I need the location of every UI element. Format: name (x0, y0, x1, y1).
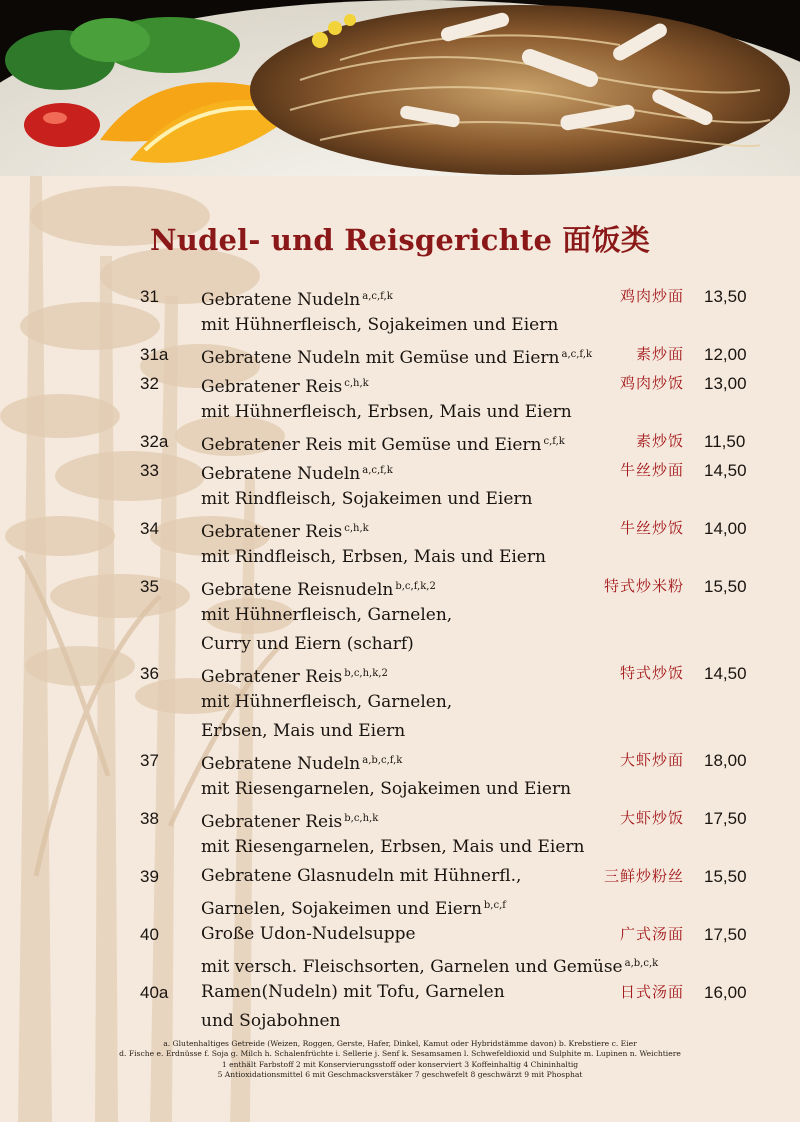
item-number: 35 (140, 577, 159, 596)
item-price: 17,50 (704, 925, 747, 944)
item-chinese-name: 鸡肉炒面 (619, 287, 684, 305)
item-number: 36 (140, 664, 159, 683)
item-description: mit Hühnerfleisch, Sojakeimen und Eiern (201, 315, 559, 335)
item-description: Garnelen, Sojakeimen und Eiern $^{b,c,f}$ (201, 899, 506, 919)
menu-item (0, 920, 800, 949)
item-chinese-name: 素炒饭 (635, 432, 684, 450)
item-description: Curry und Eiern (scharf) (201, 634, 414, 654)
item-number: 37 (140, 751, 159, 770)
item-number: 33 (140, 461, 159, 480)
item-price: 12,00 (704, 345, 747, 364)
item-number: 39 (140, 867, 159, 886)
allergen-codes: b,c,h,k,2 (344, 668, 388, 679)
allergen-codes: b,c,h,k (344, 813, 379, 824)
allergen-codes: c,h,k (344, 378, 369, 389)
menu-item (0, 746, 800, 775)
menu-item-description (0, 485, 800, 514)
item-chinese-name: 广式汤面 (619, 925, 684, 943)
item-name: Große Udon-Nudelsuppe (201, 924, 416, 944)
item-price: 11,50 (704, 432, 746, 451)
footnote-line: 5 Antioxidationsmittel 6 mit Geschmacksverstäker 7 geschwefelt 8 geschwärzt 9 mit Phosphat (217, 1070, 583, 1080)
menu-item-description (0, 949, 800, 978)
item-number: 40a (140, 983, 169, 1002)
menu-item (0, 804, 800, 833)
menu-item (0, 369, 800, 398)
allergen-codes: b,c,f (483, 900, 506, 911)
item-price: 14,00 (704, 519, 747, 538)
item-price: 17,50 (704, 809, 747, 828)
allergen-codes: a,b,c,k (624, 958, 659, 969)
menu-item (0, 427, 800, 456)
item-name: Gebratener Reis mit Gemüse und Eiern $^{c,f,k}$ (201, 435, 565, 455)
item-name: Gebratene Reisnudeln $^{b,c,f,k,2}$ (201, 580, 436, 600)
item-price: 15,50 (704, 577, 747, 596)
item-chinese-name: 鸡肉炒饭 (619, 374, 684, 392)
menu-item (0, 978, 800, 1007)
item-description: mit Rindfleisch, Sojakeimen und Eiern (201, 489, 533, 509)
allergen-codes: c,h,k (344, 523, 369, 534)
allergen-footnotes (0, 1039, 800, 1081)
item-number: 40 (140, 925, 159, 944)
menu-item-description (0, 601, 800, 630)
menu-item (0, 456, 800, 485)
item-description: mit Riesengarnelen, Sojakeimen und Eiern (201, 779, 572, 799)
item-chinese-name: 日式汤面 (619, 983, 684, 1001)
page-title: Nudel- und Reisgerichte 面饭类 (149, 223, 650, 257)
footnote-line: 1 enthält Farbstoff 2 mit Konservierungsstoff oder konserviert 3 Koffeinhaltig 4 Chininhaltig (221, 1059, 579, 1069)
item-name: Gebratene Nudeln mit Gemüse und Eiern $^{a,c,f,k}$ (201, 348, 593, 368)
item-name: Gebratene Nudeln $^{a,b,c,f,k}$ (201, 754, 403, 774)
item-price: 16,00 (704, 983, 747, 1002)
item-description: Erbsen, Mais und Eiern (201, 721, 406, 741)
menu-item (0, 572, 800, 601)
item-chinese-name: 三鲜炒粉丝 (603, 867, 684, 885)
allergen-codes: c,f,k (543, 436, 565, 447)
allergen-codes: a,b,c,f,k (362, 755, 403, 766)
menu-item (0, 340, 800, 369)
item-price: 13,00 (704, 374, 747, 393)
menu-item-description (0, 891, 800, 920)
item-name: Gebratene Glasnudeln mit Hühnerfl., (201, 866, 522, 886)
item-chinese-name: 特式炒饭 (619, 664, 684, 682)
item-number: 32a (140, 432, 169, 451)
item-description: und Sojabohnen (201, 1011, 341, 1031)
item-description: mit versch. Fleischsorten, Garnelen und Gemüse $^{a,b,c,k}$ (201, 957, 659, 977)
item-chinese-name: 大虾炒饭 (619, 809, 684, 827)
item-chinese-name: 素炒面 (635, 345, 684, 363)
item-name: Gebratener Reis $^{b,c,h,k,2}$ (201, 667, 388, 687)
item-name: Gebratene Nudeln $^{a,c,f,k}$ (201, 464, 393, 484)
menu-item (0, 514, 800, 543)
item-description: mit Rindfleisch, Erbsen, Mais und Eiern (201, 547, 546, 567)
menu-item-description (0, 688, 800, 717)
allergen-codes: b,c,f,k,2 (395, 581, 436, 592)
item-price: 13,50 (704, 287, 747, 306)
menu-item-description (0, 833, 800, 862)
item-description: mit Riesengarnelen, Erbsen, Mais und Eiern (201, 837, 585, 857)
item-description: mit Hühnerfleisch, Erbsen, Mais und Eiern (201, 402, 572, 422)
item-number: 31 (140, 287, 159, 306)
item-name: Gebratener Reis $^{b,c,h,k}$ (201, 812, 379, 832)
item-price: 18,00 (704, 751, 747, 770)
item-number: 32 (140, 374, 159, 393)
item-description: mit Hühnerfleisch, Garnelen, (201, 605, 453, 625)
item-description: mit Hühnerfleisch, Garnelen, (201, 692, 453, 712)
menu-item-description (0, 775, 800, 804)
item-price: 15,50 (704, 867, 747, 886)
menu-item-description (0, 630, 800, 659)
header-photo (0, 0, 800, 176)
item-name: Gebratener Reis $^{c,h,k}$ (201, 522, 369, 542)
item-name: Gebratener Reis $^{c,h,k}$ (201, 377, 369, 397)
item-number: 31a (140, 345, 169, 364)
footnote-line: a. Glutenhaltiges Getreide (Weizen, Roggen, Gerste, Hafer, Dinkel, Kamut oder Hybridstämme davon) b. Krebstiere c. Eier (163, 1039, 637, 1048)
item-number: 34 (140, 519, 159, 538)
item-number: 38 (140, 809, 159, 828)
item-chinese-name: 特式炒米粉 (603, 577, 684, 595)
item-chinese-name: 大虾炒面 (619, 751, 684, 769)
item-name: Gebratene Nudeln $^{a,c,f,k}$ (201, 290, 393, 310)
item-chinese-name: 牛丝炒面 (619, 461, 684, 479)
menu-item (0, 282, 800, 311)
item-price: 14,50 (704, 461, 747, 480)
allergen-codes: a,c,f,k (362, 465, 393, 476)
menu-item-description (0, 717, 800, 746)
menu-item-description (0, 543, 800, 572)
menu-item-description (0, 398, 800, 427)
menu-item (0, 659, 800, 688)
menu-item (0, 862, 800, 891)
item-price: 14,50 (704, 664, 747, 683)
item-chinese-name: 牛丝炒饭 (619, 519, 684, 537)
footnote-line: d. Fische e. Erdnüsse f. Soja g. Milch h. Schalenfrüchte i. Sellerie j. Senf k. Sesamsamen l. Schwefeldioxid und Sulphite m. Lupinen n. Weichtiere (119, 1049, 681, 1059)
menu-item-description (0, 311, 800, 340)
allergen-codes: a,c,f,k (561, 349, 593, 360)
allergen-codes: a,c,f,k (362, 291, 393, 302)
item-name: Ramen(Nudeln) mit Tofu, Garnelen (201, 982, 505, 1002)
menu-list (0, 282, 800, 1036)
menu-item-description (0, 1007, 800, 1036)
